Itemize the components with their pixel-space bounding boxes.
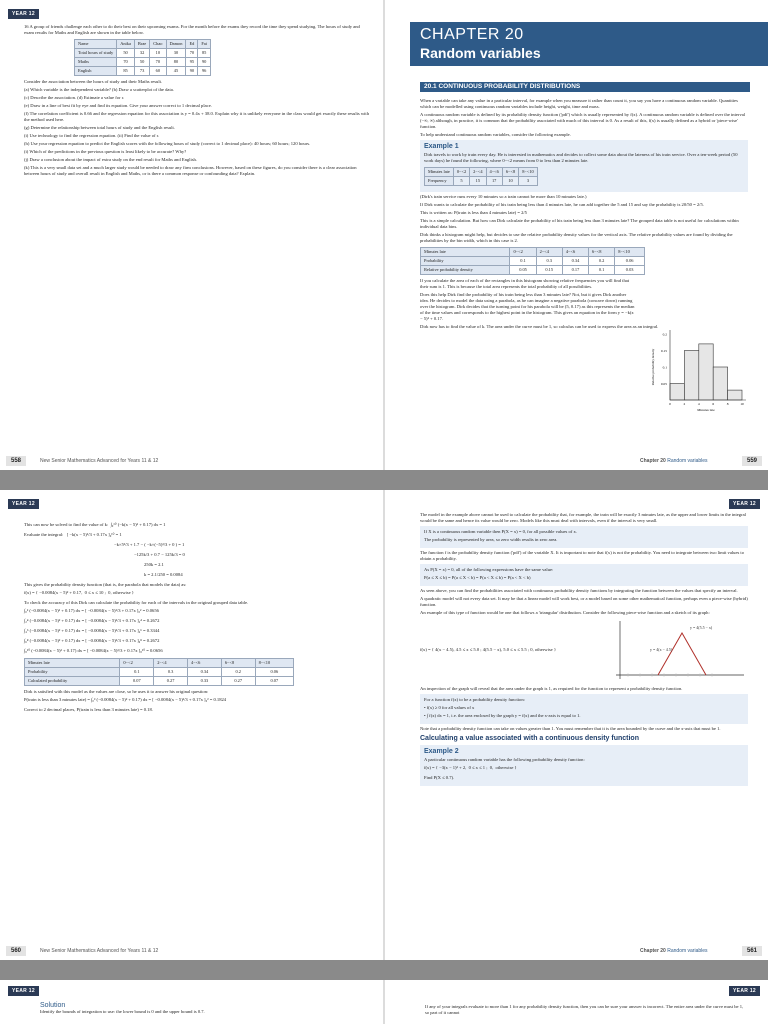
paragraph-6: Does this help Dirk find the probability of his train being less than 3 minutes late? Not, but it gives Dirk another idea. He decides to model the data using a parabola, as he can imagine a negative parabola (concave down) running over the histogram. Dirk decides that the turning point for his parabola will be (5, 0.17) as this represents the median of the time values and corresponds to the highest point in the histogram. This gives an equation in the form y = −k(x − 5)² + 0.17. (420, 292, 635, 321)
gutter (383, 980, 385, 1024)
key-point-1a: If X is a continuous random variable then P(X = x) = 0, for all possible values of x. (424, 529, 577, 534)
example-note: (Dirk's train service runs every 10 minutes so a train cannot be more than 10 minutes late.) (420, 194, 587, 199)
question-part: Consider the association between the hours of study and their Maths result. (24, 79, 163, 84)
table-cell: 70 (117, 58, 135, 67)
row-label: Relative probability density (421, 266, 510, 275)
working-line-3: −k×5³/3 + 1.7 − ( −k×(−5)³/3 + 0 ) = 1 (114, 542, 185, 547)
interval-checks (24, 608, 370, 654)
footer-book-title: New Senior Mathematics Advanced for Years 11 & 12 (40, 948, 159, 954)
question-part: (e) Draw in a line of best fit by eye and find its equation. Give your answer correct to 1 decimal place. (24, 103, 212, 108)
chapter-title: Random variables (420, 45, 541, 61)
histogram-bar (713, 367, 727, 400)
row-label: Minutes late (25, 659, 120, 668)
year-badge-left: YEAR 12 (8, 499, 39, 509)
table-cell: 0.27 (154, 677, 188, 686)
row-label: Calculated probability (25, 677, 120, 686)
table-row (421, 257, 645, 266)
table-cell: Fai (198, 40, 211, 49)
triangular-row (420, 619, 748, 683)
table-cell: Damon (166, 40, 186, 49)
probability-table (420, 247, 645, 275)
table-cell: 4−<6 (188, 659, 222, 668)
frequency-table (424, 167, 538, 186)
question-part: (h) Use your regression equation to predict the English scores with the following hours of study (correct to 1 decimal place): 40 hours; 60 hours; 120 hours. (24, 141, 311, 146)
triangular-pdf: f(x) = { 4(x − 4.5), 4.5 ≤ x ≤ 5.0 ; 4(5.5 − x), 5.0 ≤ x ≤ 5.5 ; 0, otherwise } (420, 647, 557, 652)
x-tick-label: 10 (740, 402, 744, 406)
example-2-find: Find P(X ≤ 0.7). (424, 775, 455, 780)
page-559-content (420, 98, 748, 332)
solution-block (40, 1002, 370, 1017)
pdf-greater-than-one-note: Note that a probability density function can take on values greater than 1. You must remember that it is the area bounded by the curve and the x-axis that must be 1. (420, 726, 721, 731)
y-axis-label: Relative probability density (651, 348, 655, 386)
page-number-559: 559 (742, 456, 762, 466)
table-cell: 45 (166, 67, 186, 76)
example-2-text: A particular continuous random variable has the following probability density function: (424, 757, 585, 762)
table-cell: 70 (150, 58, 166, 67)
table-cell: 10 (150, 49, 166, 58)
footer-chapter (640, 948, 708, 954)
table-cell: 8−<10 (255, 659, 293, 668)
table-cell: 0.1 (589, 266, 615, 275)
table-row (25, 659, 294, 668)
key-point-box-1 (420, 526, 748, 548)
table-cell: 32 (134, 49, 149, 58)
intro-paragraph-2: A continuous random variable is defined by its probability density function ('pdf') which is usually represented by f(x). A continuous random variable is defined over the interval (−∞, ∞) although, in practice, it is common that the probability associated with much of this interval is 0. As a result of this, f(x) is usually defined as a hybrid or 'piece-wise' function. (420, 112, 746, 129)
pdf-definition: f(x) = { −0.0084(x − 5)² + 0.17, 0 ≤ x ≤ 10 ; 0, otherwise } (24, 590, 134, 595)
answer-rounded: Correct to 2 decimal places, P(train is less than 3 minutes late) = 0.18. (24, 707, 153, 712)
table-cell: 0.06 (255, 668, 293, 677)
table-cell: 4−<6 (486, 168, 502, 177)
row-label: Frequency (425, 177, 454, 186)
row-label: Maths (75, 58, 117, 67)
spread-560-561 (0, 490, 768, 960)
table-cell: 0−<2 (510, 248, 536, 257)
table-cell: 0.07 (255, 677, 293, 686)
pdf-conditions-title: For a function f(x) to be a probability density function: (424, 697, 525, 702)
year-badge-right: YEAR 12 (729, 499, 760, 509)
q16-intro: 16 A group of friends challenge each other to do their best on their upcoming exams. For the month before the exams they record the time they spend studying. The hours of study and exam results for Maths and English are shown in the table below. (24, 24, 360, 35)
histogram-bar (699, 344, 713, 400)
gutter (383, 490, 385, 960)
row-label: English (75, 67, 117, 76)
answer-integral: P(train is less than 3 minutes late) = ∫₀³ (−0.0084(x − 5)² + 0.17) dx = [ −0.0084(x − 5)³/3 + 0.17x ]₀³ = 0.1824 (24, 697, 227, 702)
row-label: Probability (421, 257, 510, 266)
table-cell: 0.27 (221, 677, 255, 686)
graph-label-left: y = 4(x − 4.5) (650, 647, 673, 652)
year-badge: YEAR 12 (8, 9, 39, 19)
table-cell: 80 (166, 58, 186, 67)
table-cell: 50 (134, 58, 149, 67)
table-cell: 0.34 (562, 257, 588, 266)
example-2-pdf: f(x) = { −3(x − 1)² + 2, 0 ≤ x ≤ 1 ; 0, otherwise } (424, 765, 517, 770)
y-tick-label: 0.05 (660, 382, 667, 386)
table-cell: 0.15 (536, 266, 562, 275)
example-1-title: Example 1 (424, 143, 459, 150)
x-axis-label: Minutes late (697, 408, 715, 412)
table-row (25, 668, 294, 677)
satisfied-text: Dirk is satisfied with this model as the values are close, so he uses it to answer his original question: (24, 689, 209, 694)
interval-check: ∫₀² (−0.0084(x − 5)² + 0.17) dx = [ −0.0084(x − 5)³/3 + 0.17x ]₀² = 0.0656 (24, 608, 159, 613)
example-1-text: Dirk travels to work by train every day. He is interested in mathematics and decides to collect some data about the lateness of his train service. Over a ten-week period (50 work days) he found the following, where 0−<2 means from 0 to less than 2 minutes late. (424, 152, 738, 163)
evaluate-integral-line: Evaluate the integral: [ −k(x − 5)³/3 + 0.17x ]₀¹⁰ = 1 (24, 532, 122, 537)
row-label: Minutes late (421, 248, 510, 257)
chapter-number: CHAPTER 20 (420, 26, 524, 43)
x-tick-label: 6 (712, 402, 715, 406)
table-cell: 6−<8 (589, 248, 615, 257)
table-cell: 4−<6 (562, 248, 588, 257)
table-cell: 17 (486, 177, 502, 186)
page-number-560: 560 (6, 946, 26, 956)
integration-text: As seen above, you can find the probabilities associated with continuous probability density functions by integrating the function between the values that specify an interval. (420, 588, 738, 593)
table-row (421, 266, 645, 275)
histogram-bar (670, 384, 684, 401)
interval-check: ∫₄⁶ (−0.0084(x − 5)² + 0.17) dx = [ −0.0084(x − 5)³/3 + 0.17x ]₄⁶ = 0.3344 (24, 628, 160, 633)
page-number-561: 561 (742, 946, 762, 956)
question-part: (i) Use technology to find the regression equation. (ii) Find the value of r. (24, 133, 160, 138)
row-label: Probability (25, 668, 120, 677)
table-cell: 6−<8 (502, 168, 518, 177)
row-label: Name (75, 40, 117, 49)
section-heading: Calculating a value associated with a continuous density function (420, 735, 639, 742)
table-cell: 90 (198, 58, 211, 67)
footer-chapter-topic: Random variables (667, 948, 708, 954)
table-cell: 0−<2 (120, 659, 154, 668)
check-intro: To check the accuracy of this Dirk can calculate the probability for each of the intervals in the original grouped data table. (24, 600, 249, 605)
page-560-content (24, 520, 370, 715)
y-tick-label: 0.1 (662, 365, 667, 370)
solution-title: Solution (40, 1002, 66, 1009)
footer-chapter (640, 458, 708, 464)
paragraph-4: Dirk thinks a histogram might help, but decides to use the relative probability density values for the vertical axis. The relative probability values are found by dividing the probabilities by the bin width, which in this case is 2. (420, 232, 733, 243)
pdf-condition-2: • ∫ f(x) dx = 1, i.e. the area enclosed by the graph y = f(x) and the x-axis is equal to 1. (424, 713, 581, 718)
area-inspection: An inspection of the graph will reveal that the area under the graph is 1, as required for the function to represent a probability density function. (420, 686, 683, 691)
table-cell: 85 (198, 49, 211, 58)
histogram-bar (684, 351, 698, 401)
working-line-5: 250k = 2.1 (144, 562, 164, 567)
table-cell: 73 (134, 67, 149, 76)
x-tick-label: 8 (726, 402, 729, 406)
page-558-content (24, 24, 370, 179)
table-cell: 0.06 (615, 257, 645, 266)
footer-book-title: New Senior Mathematics Advanced for Years 11 & 12 (40, 458, 159, 464)
comparison-table (24, 658, 294, 686)
key-point-2a: As P(X = x) = 0, all of the following expressions have the same value: (424, 567, 554, 572)
table-row (25, 677, 294, 686)
model-limits-text: The model in the example above cannot be used to calculate the probability that, for example, the train will be exactly 3 minutes late, as the upper and lower limits in the integral would be the same and hence its value would be zero. Models like this must deal with intervals, even if the interval is very small. (420, 512, 746, 523)
table-cell: 96 (198, 67, 211, 76)
key-point-1b: The probability is represented by area, so zero width results in zero area. (424, 537, 558, 542)
key-point-box-2 (420, 564, 748, 586)
table-cell: 8−<10 (615, 248, 645, 257)
interval-check: ∫₈¹⁰ (−0.0084(x − 5)² + 0.17) dx = [ −0.0084(x − 5)³/3 + 0.17x ]₈¹⁰ = 0.0656 (24, 648, 163, 653)
spread-558-559 (0, 0, 768, 470)
footer-chapter-label: Chapter 20 (640, 458, 666, 464)
paragraph-5: If you calculate the area of each of the rectangles in this histogram showing relative frequencies you will find that their sum is 1. This is because the total area represents the total probability of all possibilities. (420, 278, 630, 289)
table-cell: 15 (470, 177, 486, 186)
pdf-condition-1: • f(x) ≥ 0 for all values of x (424, 705, 475, 710)
gutter (383, 0, 385, 470)
table-cell: 10 (502, 177, 518, 186)
question-part: (j) Draw a conclusion about the impact of extra study on the end result for Maths and English. (24, 157, 197, 162)
table-cell: Brae (134, 40, 149, 49)
table-cell: Ed (186, 40, 198, 49)
page-561-content (420, 512, 748, 788)
table-cell: 90 (186, 67, 198, 76)
interval-check: ∫₂⁴ (−0.0084(x − 5)² + 0.17) dx = [ −0.0084(x − 5)³/3 + 0.17x ]₂⁴ = 0.2672 (24, 618, 160, 623)
table-cell: Chao (150, 40, 166, 49)
question-part: (f) The correlation coefficient is 0.66 and the regression equation for this association is y = 0.4x + 38.0. Explain why it is unlikely everyone in the class would get exactly these results with the method used here. (24, 111, 369, 122)
graph-label-right: y = 4(5.5 − x) (690, 625, 713, 630)
footer-chapter-topic: Random variables (667, 458, 708, 464)
year-badge-right: YEAR 12 (729, 986, 760, 996)
table-cell: 0.03 (615, 266, 645, 275)
x-tick-label: 4 (697, 402, 700, 406)
table-cell: 0−<2 (453, 168, 469, 177)
solve-k-line: This can now be solved to find the value of k: ∫₀¹⁰ (−k(x − 5)² + 0.17) dx = 1 (24, 522, 166, 527)
row-label: Total hours of study (75, 49, 117, 58)
table-row (425, 177, 538, 186)
year-badge-left: YEAR 12 (8, 986, 39, 996)
table-cell: 8−<10 (519, 168, 538, 177)
key-point-2b: P(a ≤ X ≤ b) = P(a ≤ X < b) = P(a < X ≤ b) = P(a < X < b) (424, 575, 531, 580)
quadratic-model-text: A quadratic model will not every data set. It may be that a linear model will work best, or a model based on some other mathematical function, perhaps even a piece-wise (hybrid) function. (420, 596, 748, 607)
table-row (75, 49, 211, 58)
question-part: (k) This is a very small data set and a much larger study would be needed to draw any firm conclusions. However, based on these figures, do you consider there is a clear association between hours of study and overall result in English and Maths, or is there a common response or confounding data? Explain. (24, 165, 357, 176)
page-number-558: 558 (6, 456, 26, 466)
paragraph-2: This is written as: P(train is less than 4 minutes late) = 2/5 (420, 210, 527, 215)
question-part: (c) Describe the association. (d) Estimate a value for r. (24, 95, 125, 100)
table-cell: 0.17 (562, 266, 588, 275)
y-tick-label: 0.15 (660, 349, 667, 353)
table-cell: 85 (117, 67, 135, 76)
table-cell: Anika (117, 40, 135, 49)
table-cell: 2−<4 (470, 168, 486, 177)
working-line-4: −125k/3 + 0.7 − 125k/3 = 0 (134, 552, 185, 557)
footer-chapter-label: Chapter 20 (640, 948, 666, 954)
intro-paragraph-3: To help understand continuous random variables, consider the following example. (420, 132, 571, 137)
question-part: (g) Determine the relationship between total hours of study and the English result. (24, 125, 175, 130)
table-cell: 0.1 (510, 257, 536, 266)
table-cell: 2−<4 (154, 659, 188, 668)
study-table (74, 39, 211, 76)
triangular-intro: An example of this type of function would be one that follows a 'triangular' distribution. Consider the following piece-wise function and a sketch of its graph: (420, 610, 710, 615)
table-cell: 0.33 (188, 677, 222, 686)
example-2-title: Example 2 (424, 748, 459, 755)
table-cell: 95 (186, 58, 198, 67)
table-cell: 0.3 (536, 257, 562, 266)
example-1-box (420, 140, 748, 192)
example-2-box (420, 745, 748, 786)
histogram (648, 326, 752, 414)
table-cell: 0.2 (221, 668, 255, 677)
table-cell: 70 (186, 49, 198, 58)
tip-block (425, 1004, 745, 1018)
x-tick-label: 2 (683, 402, 686, 406)
table-cell: 0.07 (120, 677, 154, 686)
solution-text: Identify the bounds of integration to use: the lower bound is 0 and the upper bound is 0.7. (40, 1009, 205, 1014)
table-cell: 0.2 (589, 257, 615, 266)
paragraph-1: If Dirk wants to calculate the probability of his train being less than 4 minutes late, he can add together the 5 and 15 and say the probability is 20/50 = 2/5. (420, 202, 704, 207)
spread-partial (0, 980, 768, 1024)
table-cell: 30 (166, 49, 186, 58)
q16-parts (24, 79, 370, 177)
table-cell: 50 (117, 49, 135, 58)
section-title: 20.1 CONTINUOUS PROBABILITY DISTRIBUTIONS (420, 82, 750, 92)
table-cell: 6−<8 (221, 659, 255, 668)
table-row (425, 168, 538, 177)
table-row (75, 58, 211, 67)
row-label: Minutes late (425, 168, 454, 177)
table-cell: 3 (519, 177, 538, 186)
histogram-bar (728, 390, 742, 400)
x-tick-label: 0 (669, 402, 671, 406)
table-row (75, 67, 211, 76)
table-cell: 0.05 (510, 266, 536, 275)
table-cell: 0.3 (154, 668, 188, 677)
question-part: (a) Which variable is the independent variable? (b) Draw a scatterplot of the data. (24, 87, 174, 92)
interval-check: ∫₆⁸ (−0.0084(x − 5)² + 0.17) dx = [ −0.0084(x − 5)³/3 + 0.17x ]₆⁸ = 0.2672 (24, 638, 160, 643)
triangular-graph (598, 619, 748, 683)
pdf-conditions-box (420, 694, 748, 724)
pdf-note: The function f is the probability density function ('pdf') of the variable X. It is important to note that f(x) is not the probability. You need to integrate between two limit values to obtain a probability. (420, 550, 744, 561)
chapter-banner (410, 22, 768, 66)
table-row (75, 40, 211, 49)
working-line-6: k = 2.1/250 = 0.0084 (144, 572, 183, 577)
pdf-intro: This gives the probability density function (that is, the parabola that models the data) as: (24, 582, 187, 587)
table-cell: 60 (150, 67, 166, 76)
table-cell: 5 (453, 177, 469, 186)
question-part: (i) Which of the predictions in the previous question is least likely to be accurate? Why? (24, 149, 187, 154)
table-cell: 0.1 (120, 668, 154, 677)
table-row (421, 248, 645, 257)
intro-paragraph-1: When a variable can take any value in a particular interval, for example when you measure it rather than count it, you say you have a continuous random variable. Quantities which can be modelled using continuous random variables include height, weight, time and mass. (420, 98, 738, 109)
table-cell: 0.34 (188, 668, 222, 677)
table-cell: 2−<4 (536, 248, 562, 257)
paragraph-7: Dirk now has to find the value of k. The area under the curve must be 1, so calculus can be used to express the area as an integral. (420, 324, 659, 329)
tip-text: If any of your integrals evaluate to more than 1 for any probability density function, then you can be sure your answer is incorrect. The entire area under the curve must be 1, so part of it cannot (425, 1004, 744, 1015)
paragraph-3: This is a simple calculation. But how can Dirk calculate the probability of his train being less than 3 minutes late? The grouped data table is not useful for calculations within individual data bins. (420, 218, 739, 229)
y-tick-label: 0.2 (662, 332, 667, 337)
